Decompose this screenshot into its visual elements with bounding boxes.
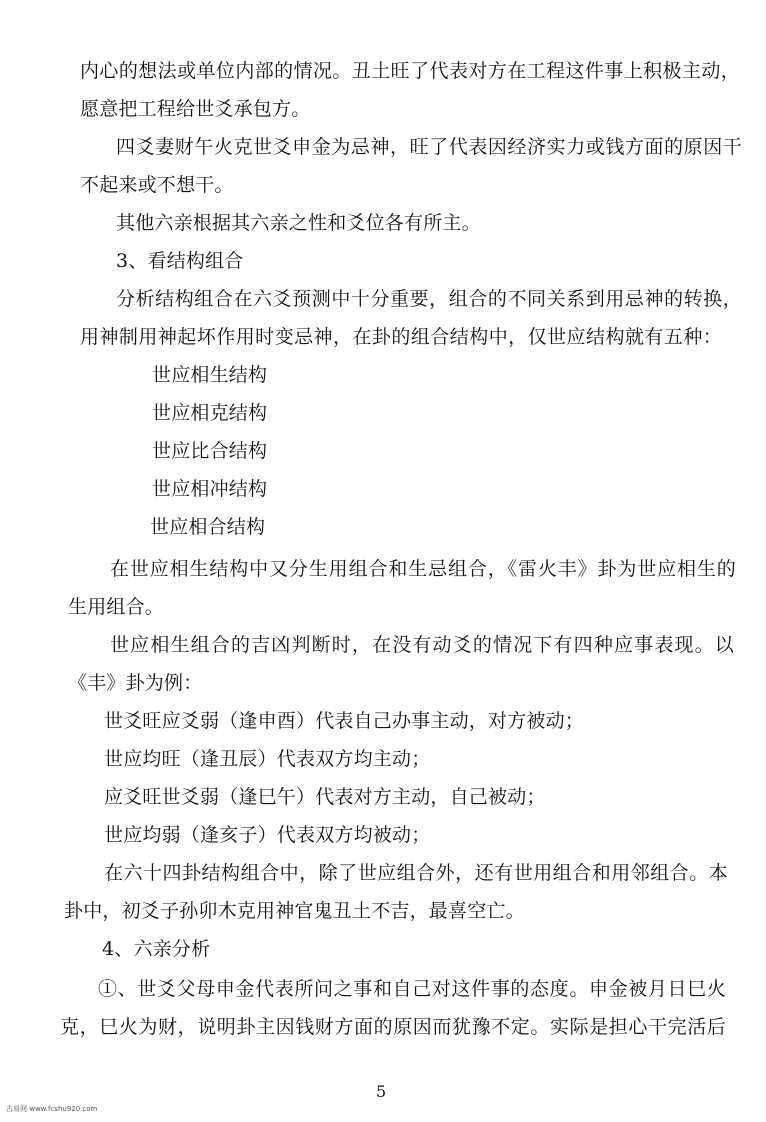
case-line-4: 世应均弱（逢亥子）代表双方均被动；	[104, 824, 431, 846]
text-line-14: 在世应相生结构中又分生用组合和生忌组合，《雷火丰》卦为世应相生的	[110, 558, 736, 580]
text-line-2: 愿意把工程给世爻承包方。	[80, 98, 311, 120]
section-heading-3: 3、看结构组合	[116, 250, 244, 272]
structure-item-4: 世应相冲结构	[152, 478, 268, 500]
text-line-5: 其他六亲根据其六亲之性和爻位各有所主。	[116, 212, 481, 234]
page-number: 5	[376, 1082, 387, 1101]
case-line-3: 应爻旺世爻弱（逢巳午）代表对方主动，自己被动；	[104, 786, 546, 808]
text-line-7: 分析结构组合在六爻预测中十分重要，组合的不同关系到用忌神的转换，	[116, 288, 742, 310]
text-line-26: 克，巳火为财，说明卦主因钱财方面的原因而犹豫不定。实际是担心干完活后	[60, 1016, 726, 1038]
case-line-1: 世爻旺应爻弱（逢申酉）代表自己办事主动，对方被动；	[104, 710, 585, 732]
structure-item-5: 世应相合结构	[150, 516, 266, 538]
text-line-3: 四爻妻财午火克世爻申金为忌神，旺了代表因经济实力或钱方面的原因干	[116, 136, 742, 158]
text-line-15: 生用组合。	[68, 596, 165, 618]
site-watermark: 古易网 www.fcshu920.com	[6, 1105, 98, 1113]
text-line-22: 在六十四卦结构组合中，除了世应组合外，还有世用组合和用邻组合。本	[104, 862, 728, 884]
structure-item-3: 世应比合结构	[152, 440, 268, 462]
text-line-25: ①、世爻父母申金代表所问之事和自己对这件事的态度。申金被月日巳火	[98, 978, 726, 1000]
text-line-1: 内心的想法或单位内部的情况。丑土旺了代表对方在工程这件事上积极主动，	[80, 60, 740, 82]
text-line-17: 《丰》卦为例：	[68, 672, 203, 694]
text-line-23: 卦中，初爻子孙卯木克用神官鬼丑土不吉，最喜空亡。	[64, 900, 525, 922]
structure-item-1: 世应相生结构	[152, 364, 268, 386]
text-line-16: 世应相生组合的吉凶判断时，在没有动爻的情况下有四种应事表现。以	[110, 634, 734, 656]
section-heading-4: 4、六亲分析	[102, 938, 211, 960]
case-line-2: 世应均旺（逢丑辰）代表双方均主动；	[104, 748, 431, 770]
text-line-4: 不起来或不想干。	[80, 174, 234, 196]
text-line-8: 用神制用神起坏作用时变忌神，在卦的组合结构中，仅世应结构就有五种：	[80, 326, 722, 348]
structure-item-2: 世应相克结构	[152, 402, 268, 424]
